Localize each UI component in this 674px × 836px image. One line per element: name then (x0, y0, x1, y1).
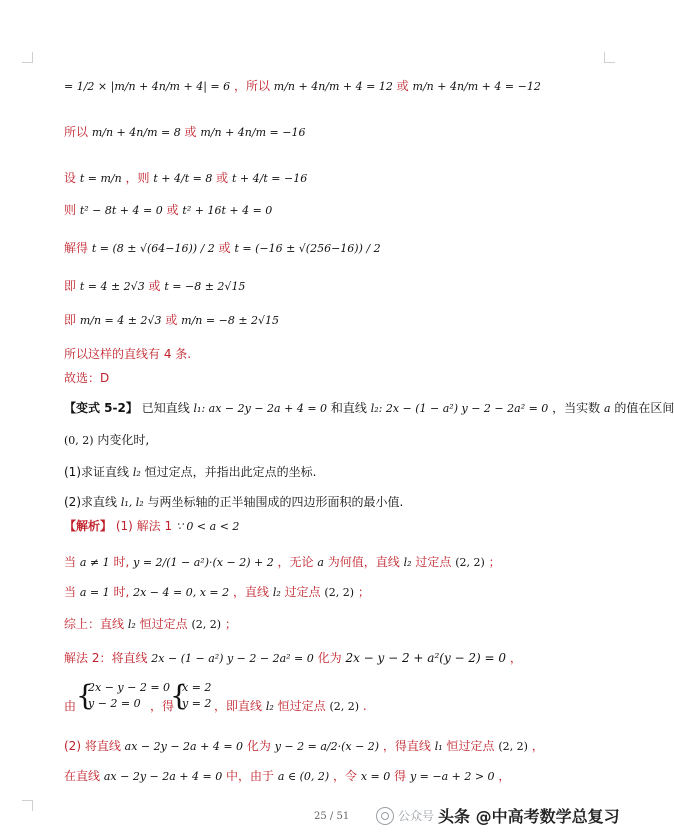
solution-line-6 (64, 278, 245, 295)
fixed-point: (2, 2) (191, 618, 222, 631)
fixed-point: (2, 2) (324, 586, 354, 599)
solution-line-2 (64, 124, 305, 141)
text: 得 (394, 769, 407, 783)
text: 已知直线 (141, 401, 190, 415)
text: 当 (64, 585, 77, 599)
answer-line: 故选：D (64, 371, 110, 385)
text-or: 或 (396, 79, 409, 93)
watermark (376, 804, 620, 827)
equation: 2x − y − 2 = 0 (88, 681, 171, 694)
variant-problem-line-2 (64, 432, 149, 449)
fixed-point: (2, 2) (329, 700, 360, 713)
text: ，令 (333, 769, 358, 783)
text-suoyi: ，所以 (233, 79, 270, 93)
text: 解法 2：将直线 (64, 651, 148, 665)
condition: a ≠ 1 (79, 556, 110, 569)
solution-line-3 (64, 170, 307, 187)
equation: t² − 8t + 4 = 0 (79, 204, 163, 217)
text: (1)求证直线 (64, 465, 129, 479)
text: ，直线 (232, 585, 269, 599)
fixed-point: (2, 2) (498, 740, 528, 753)
equation: 2x − 4 = 0, x = 2 (133, 586, 230, 599)
question-2 (64, 494, 403, 511)
equation: y = −a + 2 > 0 (409, 770, 495, 783)
text: ， (498, 769, 511, 783)
equation: y = 2/(1 − a²)·(x − 2) + 2 (133, 556, 274, 569)
text-namely: 即 (64, 313, 77, 327)
text-then: ，则 (125, 171, 150, 185)
text: 与两坐标轴的正半轴围成的四边形面积的最小值. (147, 495, 404, 509)
text: ，无论 (277, 555, 314, 569)
line-l2-equation: l₂: 2x − (1 − a²) y − 2 − 2a² = 0 (370, 402, 549, 415)
text-suoyi: 所以 (64, 125, 89, 139)
text: (2)求直线 (64, 495, 117, 509)
equation: m/n + 4n/m + 4 = 12 (273, 80, 393, 93)
line-l2: l₂ (127, 618, 136, 631)
text-solve: 解得 (64, 241, 89, 255)
equation: 2x − y − 2 + a²(y − 2) = 0 (345, 651, 507, 665)
text: 恒过定点 (446, 739, 495, 753)
text: 时, (113, 585, 130, 599)
text: 过定点 (415, 555, 452, 569)
variant-problem-line-1 (64, 400, 674, 417)
equation: x = 0 (360, 770, 391, 783)
solution-case-2 (64, 584, 370, 601)
text-then: 则 (64, 203, 77, 217)
equation: t = m/n (79, 172, 122, 185)
crop-mark-bottom-left (22, 800, 33, 811)
solution-line-5 (64, 240, 381, 257)
text-or: 或 (218, 241, 231, 255)
text: . (362, 699, 367, 713)
equation: t = (8 ± √(64−16)) / 2 (91, 242, 215, 255)
text: 恒过定点，并指出此定点的坐标. (144, 465, 317, 479)
equation: y − 2 = a/2·(x − 2) (274, 740, 380, 753)
text: (2) 将直线 (64, 739, 121, 753)
watermark-label: 公众号 (398, 809, 435, 823)
var-a: a (603, 402, 611, 415)
text: (1) 解法 1 (115, 519, 173, 533)
var-a: a (317, 556, 324, 569)
equation: m/n + 4n/m + 4 = −12 (412, 80, 541, 93)
text: 内变化时, (97, 433, 150, 447)
text: 恒过定点 (277, 699, 326, 713)
text: ，当实数 (552, 401, 601, 415)
equation: t = 4 ± 2√3 (79, 280, 145, 293)
question-1 (64, 464, 316, 481)
equation: m/n = 4 ± 2√3 (79, 314, 162, 327)
fixed-point: (2, 2) (455, 556, 485, 569)
text: 当 (64, 555, 77, 569)
text: 和直线 (330, 401, 367, 415)
text-or: 或 (184, 125, 197, 139)
text: ， (509, 651, 522, 665)
text: ， (531, 739, 544, 753)
text-or: 或 (216, 171, 229, 185)
text-let: 设 (64, 171, 77, 185)
equation: t = −8 ± 2√15 (164, 280, 246, 293)
interval: (0, 2) (64, 434, 94, 447)
solution-method-2 (64, 650, 522, 667)
equation: m/n = −8 ± 2√15 (181, 314, 280, 327)
line-l2: l₂ (132, 466, 141, 479)
equation: x = 2 (182, 681, 212, 694)
text: ； (357, 585, 370, 599)
equation: m/n + 4n/m = 8 (91, 126, 181, 139)
solution-part-2 (64, 738, 544, 755)
text-or: 或 (166, 203, 179, 217)
text-or: 或 (148, 279, 161, 293)
equation: t = (−16 ± √(256−16)) / 2 (234, 242, 381, 255)
brace: { (76, 679, 94, 712)
line-l1: l₁ (434, 740, 443, 753)
condition: a = 1 (79, 586, 110, 599)
equation: y − 2 = 0 (88, 697, 141, 710)
solution-line-7 (64, 312, 279, 329)
text: ，得 (150, 699, 175, 713)
solution-line-4 (64, 202, 272, 219)
conclusion-line: 所以这样的直线有 4 条. (64, 347, 192, 361)
solution-header (64, 518, 239, 535)
text: 时, (113, 555, 130, 569)
text: ，即直线 (214, 699, 263, 713)
equation: t² + 16t + 4 = 0 (182, 204, 273, 217)
solution-part-2-line-2 (64, 768, 510, 785)
text: ； (224, 617, 237, 631)
equation: t + 4/t = 8 (153, 172, 213, 185)
result-text (214, 698, 367, 715)
line-l2: l₂ (403, 556, 412, 569)
brace: { (170, 679, 188, 712)
crop-mark-top-left (22, 52, 33, 63)
condition: a ∈ (0, 2) (277, 770, 330, 783)
condition: ∵ 0 < a < 2 (175, 520, 240, 533)
text: 过定点 (284, 585, 321, 599)
watermark-account: 头条 @中高考数学总复习 (438, 807, 620, 826)
text-or: 或 (165, 313, 178, 327)
page-number: 25 / 51 (314, 811, 350, 822)
text: 化为 (317, 651, 342, 665)
text: 恒过定点 (139, 617, 188, 631)
text: 由 (64, 699, 77, 713)
solution-tag: 【解析】 (64, 519, 113, 533)
wechat-official-account-icon (376, 807, 394, 825)
equation: 2x − (1 − a²) y − 2 − 2a² = 0 (151, 652, 314, 665)
text: ，得直线 (382, 739, 431, 753)
variant-tag: 【变式 5-2】 (64, 401, 138, 415)
solution-line-1 (64, 78, 541, 95)
text: 在直线 (64, 769, 101, 783)
line-l2: l₂ (272, 586, 281, 599)
text: 综上：直线 (64, 617, 125, 631)
line-l1-equation: l₁: ax − 2y − 2a + 4 = 0 (193, 402, 328, 415)
area-equation: = 1/2 × |m/n + 4n/m + 4| = 6 (64, 80, 231, 93)
equation: y = 2 (182, 697, 212, 710)
text: 中，由于 (226, 769, 275, 783)
solution-case-1 (64, 554, 501, 571)
equation: t + 4/t = −16 (232, 172, 308, 185)
equation: ax − 2y − 2a + 4 = 0 (124, 740, 244, 753)
crop-mark-top-right (604, 52, 615, 63)
text: 为何值，直线 (327, 555, 400, 569)
solution-summary (64, 616, 237, 633)
text: 的值在区间 (614, 401, 674, 415)
text-namely: 即 (64, 279, 77, 293)
line-l2: l₂ (265, 700, 274, 713)
equation: m/n + 4n/m = −16 (200, 126, 306, 139)
text: ； (488, 555, 501, 569)
text: 化为 (246, 739, 271, 753)
equation: ax − 2y − 2a + 4 = 0 (103, 770, 223, 783)
lines-l1-l2: l₁, l₂ (120, 496, 144, 509)
